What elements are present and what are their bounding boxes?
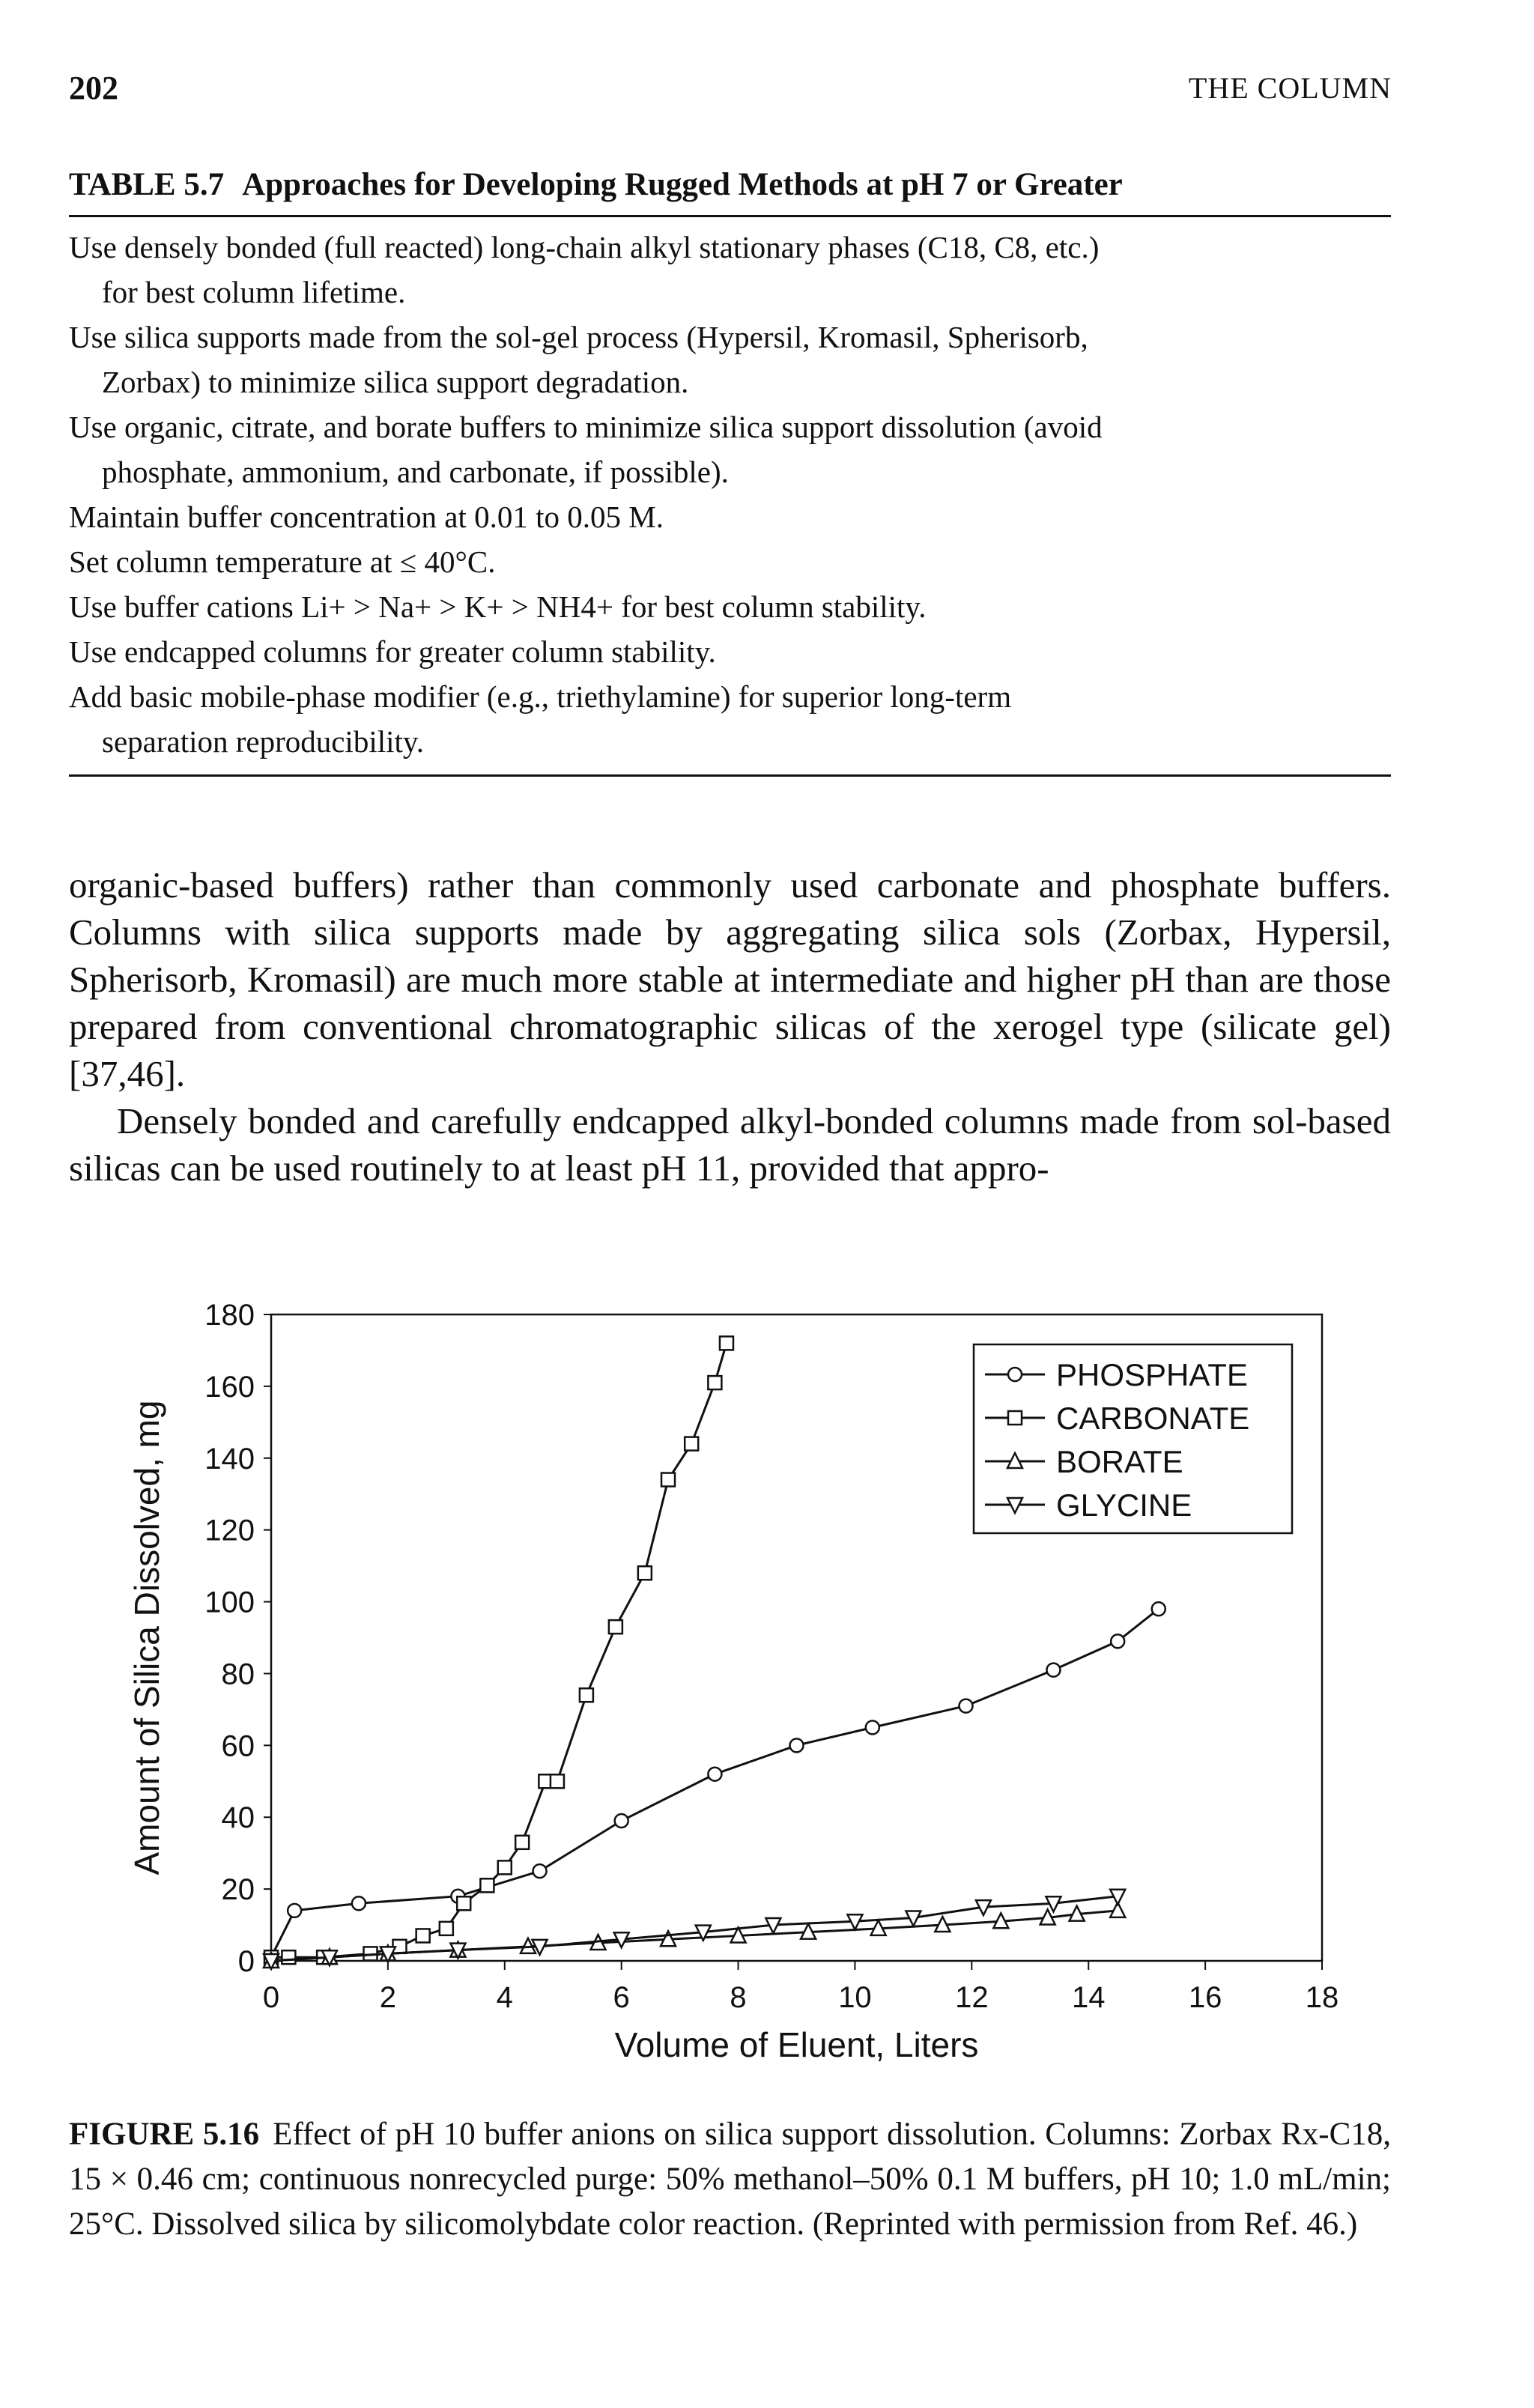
table-caption: Approaches for Developing Rugged Methods at pH 7 or Greater — [242, 167, 1123, 202]
series-carbonate — [264, 1336, 733, 1964]
x-tick-label: 18 — [1305, 1981, 1339, 2014]
legend-entry: PHOSPHATE — [1056, 1357, 1248, 1392]
y-tick-label: 180 — [204, 1299, 255, 1332]
data-point — [959, 1699, 973, 1713]
data-point — [790, 1738, 804, 1752]
data-point — [866, 1720, 879, 1734]
series-phosphate — [264, 1602, 1165, 1964]
y-tick-label: 160 — [204, 1370, 255, 1404]
data-point — [708, 1376, 721, 1389]
data-point — [515, 1836, 529, 1849]
paragraph: organic-based buffers) rather than commonly used carbonate and phosphate buffers. Columns with silica supports made by aggregating silica sols (Zorbax, Hypersil, Spherisorb, Kromasil) are much more stable at intermediate and higher pH than are those prepared from conventional chromatographic silicas of the xerogel type (silicate gel) [37,46]. — [69, 864, 1391, 1094]
data-point — [498, 1860, 512, 1874]
data-point — [1046, 1664, 1060, 1677]
data-point — [615, 1814, 628, 1828]
x-axis-label: Volume of Eluent, Liters — [614, 2025, 979, 2064]
data-point — [416, 1929, 430, 1942]
x-tick-label: 2 — [379, 1981, 397, 2014]
table-row: Use endcapped columns for greater column stability. — [69, 634, 716, 669]
data-point — [352, 1896, 366, 1910]
legend-entry: GLYCINE — [1056, 1487, 1192, 1523]
y-axis-label: Amount of Silica Dissolved, mg — [127, 1400, 166, 1875]
data-point — [282, 1950, 295, 1964]
data-point — [1008, 1368, 1022, 1381]
x-tick-label: 4 — [496, 1981, 513, 2014]
data-point — [457, 1896, 470, 1910]
table-row: separation reproducibility. — [102, 724, 424, 759]
body-text — [69, 861, 1391, 1192]
data-point — [288, 1904, 301, 1917]
page-number: 202 — [69, 70, 118, 106]
table-row: Use densely bonded (full reacted) long-chain alkyl stationary phases (C18, C8, etc.) — [69, 230, 1100, 264]
y-tick-label: 100 — [204, 1586, 255, 1619]
table-row: Use silica supports made from the sol-gel process (Hypersil, Kromasil, Spherisorb, — [69, 320, 1088, 354]
data-point — [480, 1878, 494, 1892]
legend-entry: CARBONATE — [1056, 1401, 1250, 1436]
table-row: phosphate, ammonium, and carbonate, if possible). — [102, 455, 729, 489]
y-tick-label: 140 — [204, 1442, 255, 1476]
table-row: Zorbax) to minimize silica support degradation. — [102, 365, 689, 399]
y-tick-label: 40 — [221, 1801, 255, 1835]
x-tick-label: 10 — [838, 1981, 872, 2014]
data-point — [1111, 1634, 1124, 1648]
data-point — [1152, 1602, 1165, 1616]
table-row: for best column lifetime. — [102, 275, 406, 309]
x-tick-label: 0 — [262, 1981, 280, 2014]
y-tick-label: 60 — [221, 1729, 255, 1763]
y-tick-label: 80 — [221, 1658, 255, 1691]
figure-chart — [112, 1273, 1386, 2097]
x-tick-label: 14 — [1071, 1981, 1106, 2014]
y-tick-label: 20 — [221, 1873, 255, 1907]
data-point — [661, 1473, 675, 1487]
table-title — [69, 166, 1391, 217]
y-tick-label: 0 — [237, 1945, 255, 1978]
table-row: Maintain buffer concentration at 0.01 to 0.05 M. — [69, 500, 664, 534]
running-head: THE COLUMN — [1188, 71, 1392, 105]
data-point — [708, 1768, 721, 1781]
table-row: Add basic mobile-phase modifier (e.g., triethylamine) for superior long-term — [69, 679, 1012, 714]
x-tick-label: 16 — [1188, 1981, 1222, 2014]
x-tick-label: 6 — [613, 1981, 630, 2014]
figure-caption-text: Effect of pH 10 buffer anions on silica support dissolution. Columns: Zorbax Rx-C18, 15 × 0.46 cm; continuous nonrecycled purge: 50% methanol–50% 0.1 M buffers, pH 10; 1.0 mL/min; 25°C. Dissolved silica by silicomolybdate color reaction. (Reprinted with permission from Ref. 46.) — [69, 2117, 1392, 2242]
data-point — [580, 1688, 593, 1702]
table-5-7 — [69, 166, 1391, 777]
table-body — [69, 217, 1391, 777]
table-row: Use organic, citrate, and borate buffers to minimize silica support dissolution (avoid — [69, 410, 1103, 444]
series-borate — [264, 1902, 1125, 1968]
data-point — [1008, 1411, 1022, 1425]
table-label: TABLE 5.7 — [69, 167, 225, 202]
data-point — [551, 1774, 564, 1788]
table-row: Use buffer cations Li+ > Na+ > K+ > NH4+ for best column stability. — [69, 589, 927, 624]
y-tick-label: 120 — [204, 1514, 255, 1547]
data-point — [609, 1620, 622, 1634]
figure-label: FIGURE 5.16 — [69, 2117, 260, 2152]
figure-caption — [69, 2112, 1391, 2247]
paragraph: Densely bonded and carefully endcapped alkyl-bonded columns made from sol-based silicas can be used routinely to at least pH 11, provided that appro- — [69, 1100, 1391, 1189]
x-tick-label: 8 — [730, 1981, 747, 2014]
data-point — [533, 1864, 547, 1878]
data-point — [440, 1922, 453, 1935]
data-point — [720, 1336, 733, 1350]
legend — [974, 1344, 1292, 1533]
table-row: Set column temperature at ≤ 40°C. — [69, 545, 496, 579]
data-point — [638, 1566, 652, 1580]
data-point — [685, 1437, 698, 1451]
legend-entry: BORATE — [1056, 1444, 1183, 1479]
x-tick-label: 12 — [955, 1981, 989, 2014]
